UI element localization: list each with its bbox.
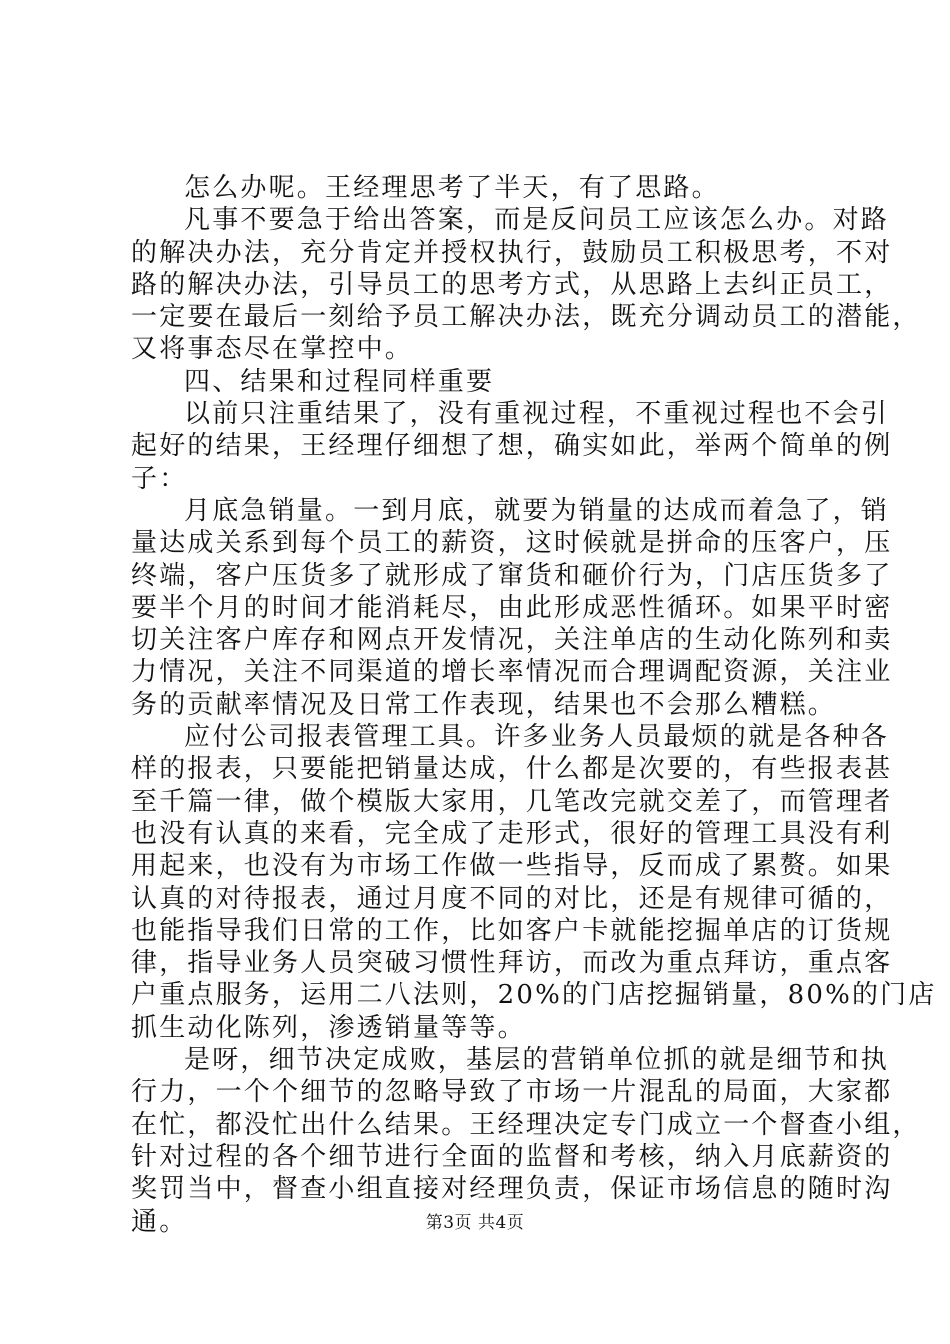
text-line: 针对过程的各个细节进行全面的监督和考核，纳入月底薪资的: [131, 1141, 893, 1172]
text-line: 又将事态尽在掌控中。: [131, 334, 414, 365]
text-line: 起好的结果，王经理仔细想了想，确实如此，举两个简单的例: [131, 431, 893, 462]
text-line: 至千篇一律，做个模版大家用，几笔改完就交差了，而管理者: [131, 786, 893, 817]
page-number-footer: 第3页 共4页: [425, 1213, 525, 1233]
text-line: 奖罚当中，督查小组直接对经理负责，保证市场信息的随时沟: [131, 1174, 893, 1205]
text-line: 务的贡献率情况及日常工作表现，结果也不会那么糟糕。: [131, 689, 837, 720]
text-line: 怎么办呢。王经理思考了半天，有了思路。: [184, 173, 720, 203]
text-line: 应付公司报表管理工具。许多业务人员最烦的就是各种各: [184, 722, 890, 753]
text-line: 以前只注重结果了，没有重视过程，不重视过程也不会引: [184, 399, 890, 430]
text-line: 律，指导业务人员突破习惯性拜访，而改为重点拜访，重点客: [131, 948, 893, 979]
text-line: 通。: [131, 1206, 188, 1237]
text-line: 也没有认真的来看，完全成了走形式，很好的管理工具没有利: [131, 818, 893, 849]
text-line: 路的解决办法，引导员工的思考方式，从思路上去纠正员工，: [131, 269, 893, 300]
text-line: 用起来，也没有为市场工作做一些指导，反而成了累赘。如果: [131, 851, 893, 882]
text-line: 是呀，细节决定成败，基层的营销单位抓的就是细节和执: [184, 1045, 890, 1076]
text-line: 抓生动化陈列，渗透销量等等。: [131, 1012, 526, 1043]
text-line: 量达成关系到每个员工的薪资，这时候就是拼命的压客户，压: [131, 528, 893, 559]
text-line: 样的报表，只要能把销量达成，什么都是次要的，有些报表甚: [131, 754, 893, 785]
text-line: 终端，客户压货多了就形成了窜货和砸价行为，门店压货多了: [131, 560, 893, 591]
text-line: 户重点服务，运用二八法则，20%的门店挖掘销量，80%的门店: [131, 980, 937, 1011]
text-line: 行力，一个个细节的忽略导致了市场一片混乱的局面，大家都: [131, 1077, 893, 1108]
text-line: 也能指导我们日常的工作，比如客户卡就能挖掘单店的订货规: [131, 915, 893, 946]
section-heading: 四、结果和过程同样重要: [184, 366, 495, 397]
text-line: 在忙，都没忙出什么结果。王经理决定专门成立一个督查小组，: [131, 1109, 921, 1140]
text-line: 切关注客户库存和网点开发情况，关注单店的生动化陈列和卖: [131, 625, 893, 656]
document-body: [131, 172, 937, 1238]
text-line: 的解决办法，充分肯定并授权执行，鼓励员工积极思考，不对: [131, 237, 893, 268]
text-line: 力情况，关注不同渠道的增长率情况而合理调配资源，关注业: [131, 657, 893, 688]
text-line: 凡事不要急于给出答案，而是反问员工应该怎么办。对路: [184, 205, 890, 236]
text-line: 一定要在最后一刻给予员工解决办法，既充分调动员工的潜能，: [131, 302, 921, 333]
text-line: 月底急销量。一到月底，就要为销量的达成而着急了，销: [184, 495, 890, 526]
text-line: 子：: [131, 463, 188, 494]
text-line: 认真的对待报表，通过月度不同的对比，还是有规律可循的，: [131, 883, 893, 914]
text-line: 要半个月的时间才能消耗尽，由此形成恶性循环。如果平时密: [131, 592, 893, 623]
